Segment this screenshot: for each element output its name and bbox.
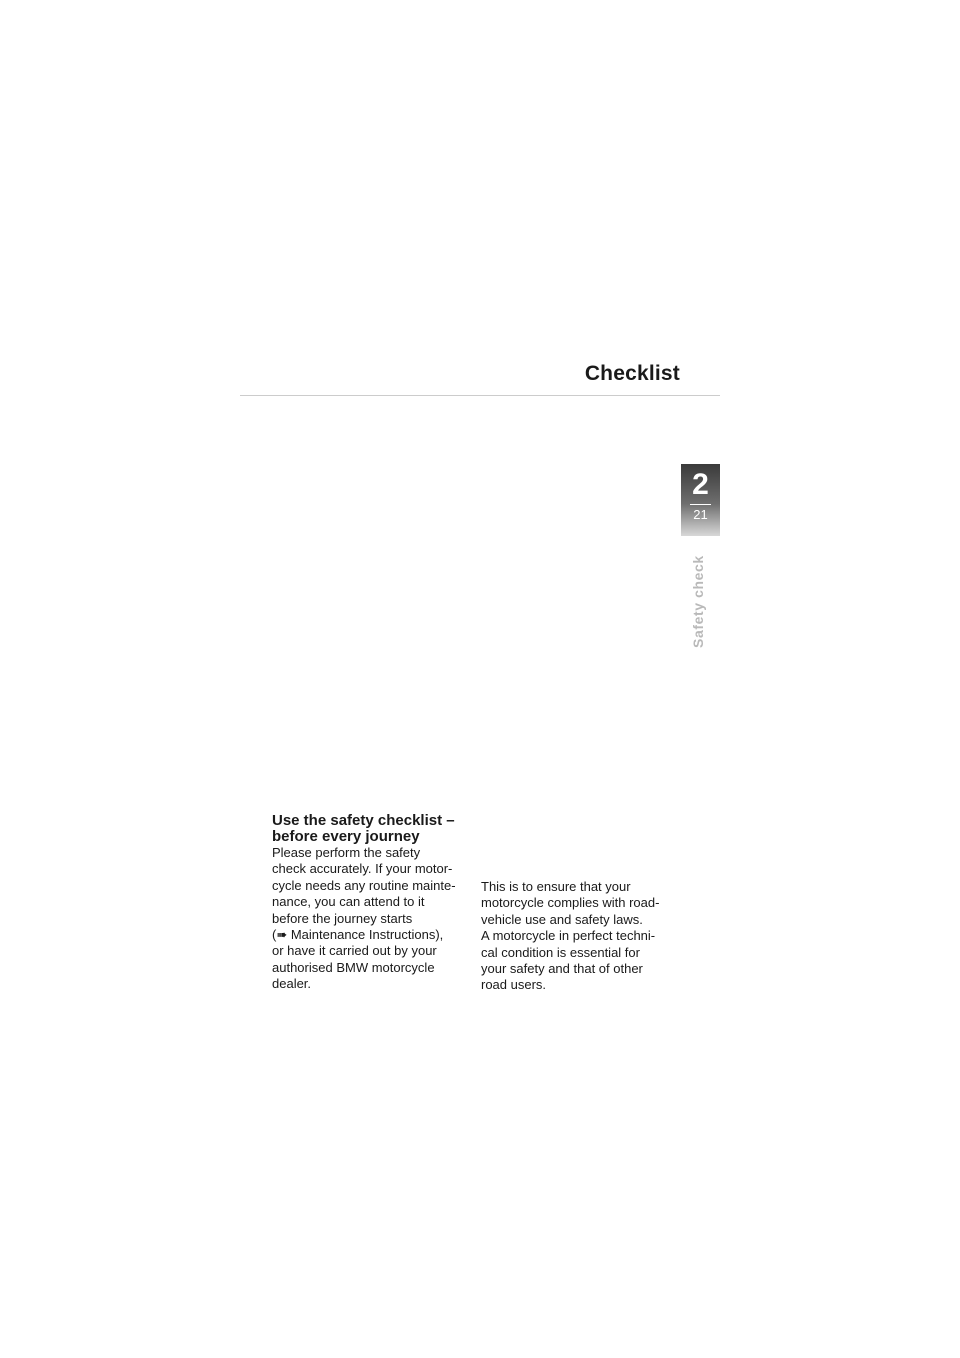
page-number: 21 xyxy=(693,507,708,522)
right-paragraph-2: A motorcycle in perfect techni- cal condition is essential for your safety and that of other road users. xyxy=(481,928,656,993)
page-title: Checklist xyxy=(584,362,680,385)
section-side-label: Safety check xyxy=(690,555,706,648)
chapter-number: 2 xyxy=(692,468,709,501)
right-paragraph-1: This is to ensure that your motorcycle complies with road- vehicle use and safety laws. xyxy=(481,879,660,927)
left-paragraph: Please perform the safety check accurately. If your motor- cycle needs any routine mainte- nance, you can attend to it before the journey starts (➠ Maintenance Instructions), or have it carried out by your authorised BMW motorcycle dealer. xyxy=(272,845,456,992)
chapter-divider xyxy=(690,504,711,505)
right-column xyxy=(481,879,681,994)
left-column xyxy=(272,813,468,993)
section-heading: Use the safety checklist – before every journey xyxy=(272,812,455,845)
chapter-tab xyxy=(681,464,720,536)
title-divider xyxy=(240,395,720,396)
